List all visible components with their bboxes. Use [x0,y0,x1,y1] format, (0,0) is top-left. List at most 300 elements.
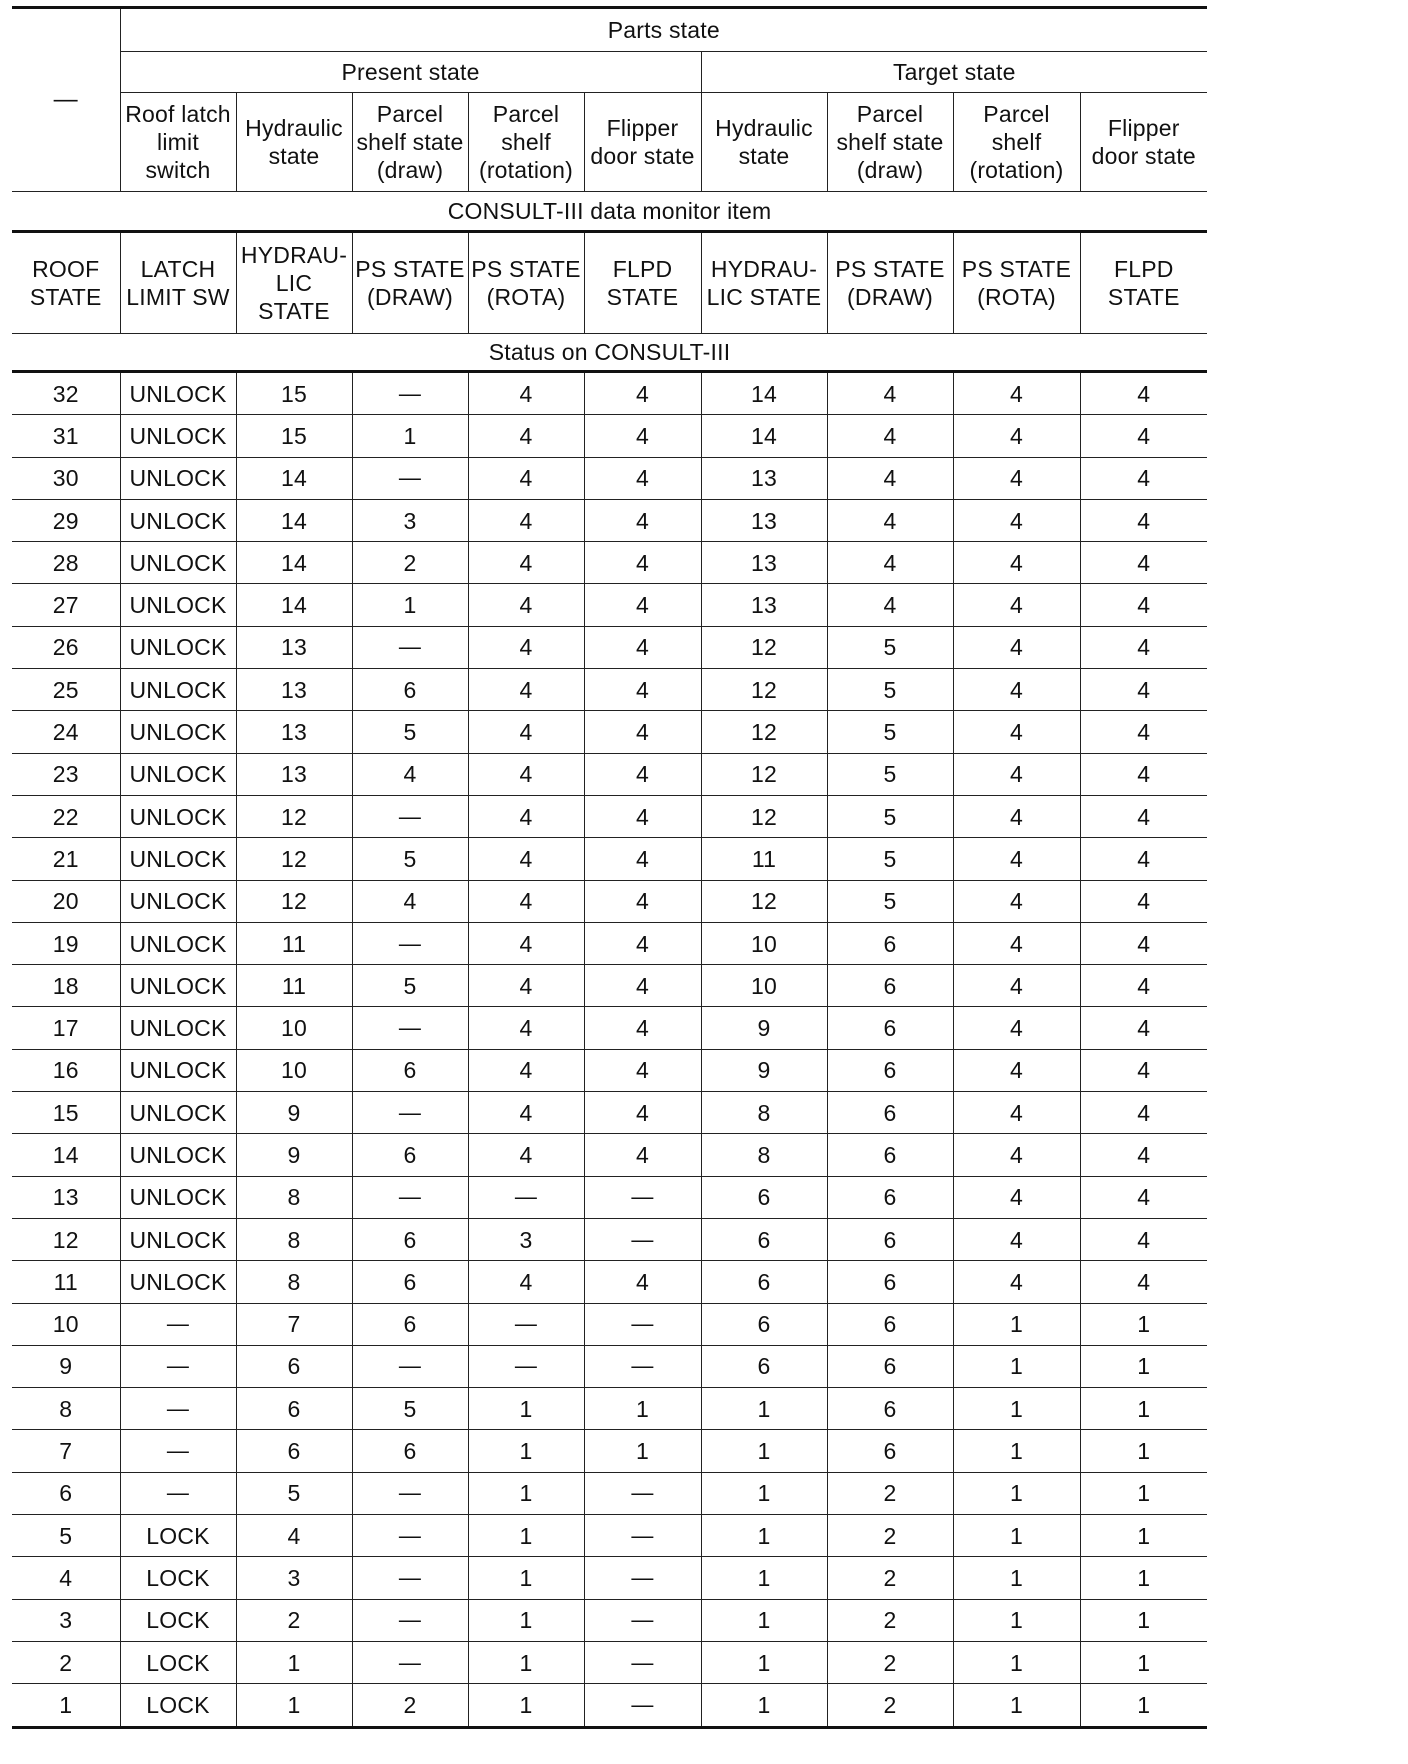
table-cell: 4 [1080,1092,1207,1134]
table-cell: 6 [352,669,468,711]
table-cell: 1 [1080,1599,1207,1641]
table-cell: 4 [953,1134,1080,1176]
table-cell: — [584,1641,701,1683]
table-cell: 11 [236,965,352,1007]
table-cell: 4 [468,415,584,457]
table-cell: 1 [1080,1472,1207,1514]
table-row [12,415,1207,457]
table-cell: UNLOCK [120,415,236,457]
table-cell: UNLOCK [120,1049,236,1091]
table-cell: 13 [236,753,352,795]
table-row [12,922,1207,964]
table-cell: 13 [12,1176,120,1218]
table-cell: 4 [953,1261,1080,1303]
table-cell: UNLOCK [120,1092,236,1134]
table-cell: 1 [953,1388,1080,1430]
table-cell: 4 [1080,669,1207,711]
table-row [12,795,1207,837]
table-cell: 10 [701,965,827,1007]
table-cell: — [352,1641,468,1683]
table-cell: 6 [827,1261,953,1303]
item-target-hydraulic-state: HYDRAU-LIC STATE [701,232,827,334]
table-cell: 2 [236,1599,352,1641]
table-cell: 14 [12,1134,120,1176]
table-cell: 18 [12,965,120,1007]
table-cell: 4 [953,669,1080,711]
table-cell: 14 [236,584,352,626]
table-cell: 4 [1080,542,1207,584]
table-cell: 1 [1080,1303,1207,1345]
table-cell: 6 [12,1472,120,1514]
present-state-header: Present state [120,52,701,93]
table-cell: 14 [701,415,827,457]
table-cell: 1 [953,1515,1080,1557]
table-cell: 1 [12,1684,120,1727]
item-roof-state: ROOF STATE [12,232,120,334]
table-cell: 29 [12,499,120,541]
table-row [12,1684,1207,1727]
table-cell: 8 [12,1388,120,1430]
table-cell: 9 [701,1049,827,1091]
table-row [12,1430,1207,1472]
table-cell: 5 [827,711,953,753]
table-row [12,1472,1207,1514]
table-cell: 3 [352,499,468,541]
table-cell: 1 [352,415,468,457]
table-cell: 11 [701,838,827,880]
table-cell: 4 [953,922,1080,964]
table-cell: 2 [352,1684,468,1727]
table-row [12,457,1207,499]
table-cell: 1 [468,1557,584,1599]
table-cell: — [120,1388,236,1430]
table-cell: 4 [953,711,1080,753]
table-cell: 2 [827,1515,953,1557]
table-cell: 3 [468,1218,584,1260]
table-cell: UNLOCK [120,1134,236,1176]
table-cell: 1 [1080,1684,1207,1727]
table-cell: 4 [352,880,468,922]
table-cell: LOCK [120,1515,236,1557]
table-cell: — [352,795,468,837]
table-cell: 2 [352,542,468,584]
table-cell: — [584,1599,701,1641]
table-cell: 1 [468,1684,584,1727]
table-cell: 1 [953,1430,1080,1472]
table-cell: — [120,1472,236,1514]
table-cell: — [468,1345,584,1387]
col-target-parcel-shelf-rotation: Parcel shelf (rotation) [953,93,1080,192]
table-cell: 4 [953,795,1080,837]
table-cell: 6 [236,1430,352,1472]
table-cell: 1 [953,1557,1080,1599]
table-cell: 4 [827,499,953,541]
table-cell: 1 [701,1557,827,1599]
table-row [12,880,1207,922]
table-cell: 1 [701,1599,827,1641]
table-cell: 2 [12,1641,120,1683]
table-cell: 4 [953,1007,1080,1049]
table-cell: 4 [1080,922,1207,964]
table-cell: 1 [701,1388,827,1430]
table-cell: 4 [953,753,1080,795]
table-cell: — [352,1345,468,1387]
table-cell: 17 [12,1007,120,1049]
table-cell: 4 [827,457,953,499]
table-cell: 5 [12,1515,120,1557]
table-cell: 12 [236,880,352,922]
table-cell: 4 [584,965,701,1007]
table-cell: 7 [236,1303,352,1345]
col-target-parcel-shelf-draw: Parcel shelf state (draw) [827,93,953,192]
table-row [12,626,1207,668]
col-present-parcel-shelf-draw: Parcel shelf state (draw) [352,93,468,192]
table-cell: UNLOCK [120,711,236,753]
table-cell: 23 [12,753,120,795]
table-cell: — [584,1218,701,1260]
table-cell: — [468,1303,584,1345]
table-cell: 4 [352,753,468,795]
table-cell: UNLOCK [120,795,236,837]
table-cell: 9 [236,1134,352,1176]
table-cell: 6 [352,1430,468,1472]
status-on-consult-header: Status on CONSULT-III [12,334,1207,372]
table-cell: 12 [701,753,827,795]
table-cell: — [120,1430,236,1472]
table-cell: 7 [12,1430,120,1472]
table-cell: UNLOCK [120,626,236,668]
item-present-ps-state-rota: PS STATE (ROTA) [468,232,584,334]
table-cell: 4 [953,838,1080,880]
table-cell: 1 [468,1515,584,1557]
table-cell: 4 [953,499,1080,541]
table-cell: 27 [12,584,120,626]
table-cell: — [352,1092,468,1134]
table-cell: LOCK [120,1557,236,1599]
table-row [12,1261,1207,1303]
table-cell: 4 [468,795,584,837]
table-cell: 4 [953,1049,1080,1091]
table-cell: 19 [12,922,120,964]
table-cell: 4 [1080,372,1207,415]
table-cell: 1 [468,1430,584,1472]
table-cell: 14 [701,372,827,415]
table-cell: 4 [584,457,701,499]
table-cell: 4 [468,1092,584,1134]
table-cell: 1 [701,1684,827,1727]
table-cell: 15 [236,372,352,415]
table-cell: 13 [236,711,352,753]
table-cell: 4 [1080,457,1207,499]
table-row [12,542,1207,584]
table-cell: 5 [827,880,953,922]
table-cell: 4 [1080,415,1207,457]
table-cell: 2 [827,1557,953,1599]
table-cell: 6 [701,1176,827,1218]
table-cell: 4 [12,1557,120,1599]
table-cell: — [584,1515,701,1557]
table-cell: 12 [236,838,352,880]
table-cell: 4 [468,457,584,499]
table-cell: 1 [953,1303,1080,1345]
table-cell: 4 [584,795,701,837]
table-cell: 4 [827,372,953,415]
item-target-ps-state-rota: PS STATE (ROTA) [953,232,1080,334]
table-cell: 4 [584,880,701,922]
table-cell: — [352,1007,468,1049]
table-cell: 2 [827,1599,953,1641]
table-cell: LOCK [120,1599,236,1641]
table-cell: 4 [953,372,1080,415]
table-cell: 4 [1080,584,1207,626]
table-cell: 4 [468,922,584,964]
table-cell: 12 [701,795,827,837]
table-cell: 1 [701,1430,827,1472]
table-cell: UNLOCK [120,457,236,499]
table-cell: 5 [352,965,468,1007]
table-cell: 5 [827,838,953,880]
table-cell: 1 [701,1641,827,1683]
table-cell: 1 [468,1599,584,1641]
table-cell: 1 [1080,1641,1207,1683]
col-target-hydraulic-state: Hydraulic state [701,93,827,192]
table-cell: 1 [468,1388,584,1430]
table-cell: 13 [701,542,827,584]
table-row [12,1303,1207,1345]
table-cell: 6 [352,1261,468,1303]
table-cell: — [352,372,468,415]
table-cell: 4 [584,499,701,541]
table-cell: 4 [584,1261,701,1303]
table-cell: 4 [1080,1134,1207,1176]
table-cell: UNLOCK [120,499,236,541]
table-row [12,1557,1207,1599]
table-cell: 4 [1080,1218,1207,1260]
table-cell: 4 [953,584,1080,626]
table-cell: 6 [827,1092,953,1134]
table-cell: 13 [701,584,827,626]
table-cell: 8 [701,1134,827,1176]
table-cell: — [584,1176,701,1218]
table-cell: UNLOCK [120,965,236,1007]
table-cell: 1 [953,1641,1080,1683]
table-cell: 10 [236,1007,352,1049]
table-cell: 25 [12,669,120,711]
consult-monitor-item-header: CONSULT-III data monitor item [12,192,1207,232]
table-cell: 6 [827,1007,953,1049]
table-cell: 4 [468,838,584,880]
corner-cell: — [12,8,120,192]
table-cell: 6 [352,1134,468,1176]
table-row [12,1641,1207,1683]
table-cell: 4 [468,372,584,415]
table-cell: 5 [352,711,468,753]
table-cell: 4 [953,965,1080,1007]
table-cell: 12 [701,669,827,711]
table-cell: UNLOCK [120,1007,236,1049]
table-cell: 4 [468,711,584,753]
table-cell: 21 [12,838,120,880]
table-body [12,372,1207,1728]
table-cell: 2 [827,1684,953,1727]
table-cell: 6 [236,1388,352,1430]
item-present-hydraulic-state: HYDRAU-LIC STATE [236,232,352,334]
col-present-parcel-shelf-rotation: Parcel shelf (rotation) [468,93,584,192]
table-row [12,669,1207,711]
table-cell: 1 [468,1641,584,1683]
table-row [12,372,1207,415]
table-row [12,1599,1207,1641]
table-cell: 4 [584,372,701,415]
table-cell: 15 [12,1092,120,1134]
table-cell: 4 [468,499,584,541]
table-cell: 12 [701,711,827,753]
table-cell: 30 [12,457,120,499]
table-cell: 4 [1080,1007,1207,1049]
table-cell: UNLOCK [120,1176,236,1218]
table-cell: 4 [584,1092,701,1134]
table-cell: 4 [953,626,1080,668]
table-cell: 4 [1080,1176,1207,1218]
table-cell: 4 [584,415,701,457]
table-cell: 4 [468,669,584,711]
table-row [12,1388,1207,1430]
table-cell: 1 [953,1345,1080,1387]
table-cell: — [584,1345,701,1387]
table-cell: UNLOCK [120,1218,236,1260]
table-cell: 13 [701,457,827,499]
table-cell: 6 [827,1176,953,1218]
table-cell: 5 [827,669,953,711]
table-cell: 5 [236,1472,352,1514]
table-cell: 11 [12,1261,120,1303]
table-cell: 4 [584,753,701,795]
table-cell: 13 [236,669,352,711]
table-cell: 4 [584,626,701,668]
table-cell: 1 [953,1684,1080,1727]
table-cell: — [584,1557,701,1599]
table-cell: 1 [701,1472,827,1514]
table-cell: — [120,1345,236,1387]
table-cell: UNLOCK [120,584,236,626]
table-cell: 4 [827,584,953,626]
item-target-flpd-state: FLPD STATE [1107,256,1180,310]
table-cell: 4 [468,1134,584,1176]
table-cell: 4 [584,838,701,880]
table-cell: 24 [12,711,120,753]
roof-state-table-container [12,6,1207,1729]
table-cell: 9 [701,1007,827,1049]
table-cell: 4 [1080,880,1207,922]
table-cell: 6 [827,1049,953,1091]
col-present-hydraulic-state: Hydraulic state [236,93,352,192]
table-cell: UNLOCK [120,669,236,711]
table-row [12,584,1207,626]
table-cell: 14 [236,542,352,584]
table-row [12,1134,1207,1176]
table-cell: 14 [236,457,352,499]
table-cell: 4 [953,457,1080,499]
table-cell: 4 [468,584,584,626]
item-present-ps-state-draw: PS STATE (DRAW) [352,232,468,334]
table-row [12,1345,1207,1387]
table-cell: 4 [584,542,701,584]
table-cell: — [352,922,468,964]
table-cell: 5 [352,1388,468,1430]
table-cell: 13 [701,499,827,541]
table-row [12,1092,1207,1134]
table-cell: 8 [236,1261,352,1303]
table-cell: 5 [827,753,953,795]
table-cell: 4 [584,669,701,711]
table-cell: UNLOCK [120,753,236,795]
table-cell: 4 [827,415,953,457]
table-cell: 6 [701,1261,827,1303]
table-cell: 6 [236,1345,352,1387]
table-cell: 4 [1080,626,1207,668]
table-cell: 4 [468,1261,584,1303]
table-cell: 1 [352,584,468,626]
table-cell: UNLOCK [120,880,236,922]
parts-state-header: Parts state [120,8,1207,52]
table-cell: 4 [468,880,584,922]
table-cell: 1 [236,1684,352,1727]
table-cell: 4 [236,1515,352,1557]
table-cell: 20 [12,880,120,922]
table-cell: 4 [468,1007,584,1049]
table-cell: 4 [584,711,701,753]
table-cell: LOCK [120,1641,236,1683]
table-cell: 1 [701,1515,827,1557]
table-cell: 4 [953,1092,1080,1134]
table-cell: 14 [236,499,352,541]
table-cell: 4 [953,1176,1080,1218]
table-cell: 6 [827,1218,953,1260]
table-cell: 6 [701,1218,827,1260]
table-cell: 12 [701,880,827,922]
table-cell: 11 [236,922,352,964]
item-present-flpd-state: FLPD STATE [584,232,701,334]
table-cell: 4 [1080,1049,1207,1091]
table-cell: 4 [1080,711,1207,753]
table-cell: 5 [827,626,953,668]
table-cell: 4 [1080,499,1207,541]
roof-state-table [12,6,1207,1729]
table-cell: 4 [953,542,1080,584]
table-cell: 13 [236,626,352,668]
table-cell: — [352,1472,468,1514]
table-cell: 8 [701,1092,827,1134]
table-cell: 9 [12,1345,120,1387]
table-cell: 6 [352,1218,468,1260]
table-cell: 4 [953,1218,1080,1260]
table-cell: — [584,1472,701,1514]
table-cell: 4 [953,880,1080,922]
table-cell: 12 [236,795,352,837]
target-state-header: Target state [701,52,1207,93]
table-cell: 6 [827,1134,953,1176]
table-cell: — [352,1599,468,1641]
table-cell: 4 [584,584,701,626]
table-row [12,1218,1207,1260]
table-row [12,499,1207,541]
table-cell: 5 [827,795,953,837]
table-cell: 2 [827,1472,953,1514]
table-cell: 4 [1080,753,1207,795]
table-cell: UNLOCK [120,372,236,415]
table-cell: — [352,1557,468,1599]
table-cell: UNLOCK [120,542,236,584]
